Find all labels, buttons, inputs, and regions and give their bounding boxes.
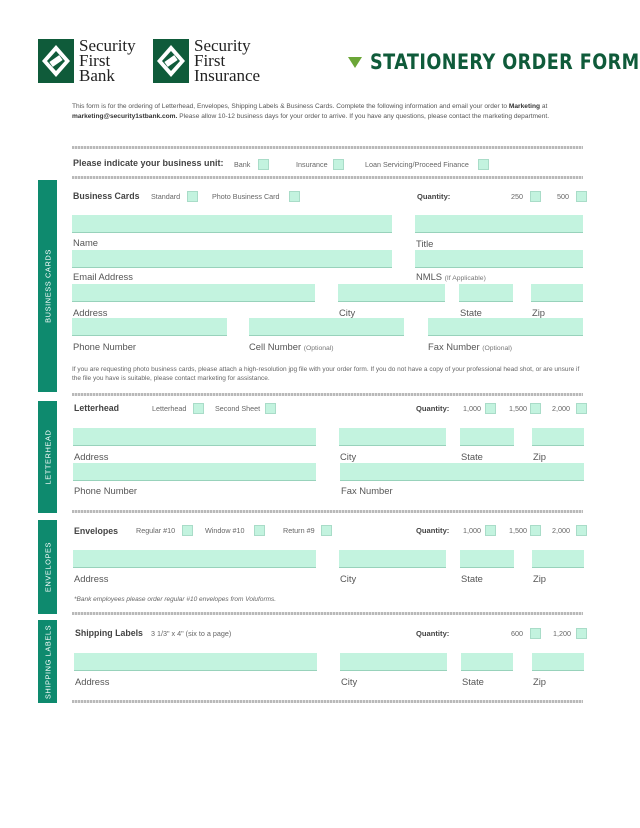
security-first-bank-logo [38, 38, 136, 83]
intro-p1: This form is for the ordering of Letterhead, Envelopes, Shipping Labels & Business Cards. Complete the following information and email your order to [72, 103, 509, 110]
bc-quantity-label: Quantity: [417, 192, 451, 201]
env-window-checkbox[interactable] [254, 525, 265, 536]
divider [72, 146, 583, 149]
bc-phone-label: Phone Number [73, 341, 137, 352]
sl-qty-600-checkbox[interactable] [530, 628, 541, 639]
divider [72, 700, 583, 703]
env-qty-1000-checkbox[interactable] [485, 525, 496, 536]
lh-state-input[interactable] [460, 428, 514, 446]
bc-name-label: Name [73, 237, 99, 248]
intro-text [72, 102, 587, 122]
lh-phone-label: Phone Number [74, 485, 138, 496]
bc-title-input[interactable] [415, 215, 583, 233]
lh-zip-input[interactable] [532, 428, 584, 446]
bc-photo-label: Photo Business Card [212, 192, 280, 201]
bc-standard-label: Standard [151, 192, 181, 201]
security-first-insurance-logo [153, 38, 260, 83]
env-qty-1000-label: 1,000 [463, 526, 481, 535]
sl-state-input[interactable] [461, 653, 513, 671]
tab-shipping-labels-label: SHIPPING LABELS [43, 624, 52, 699]
unit-loan-checkbox[interactable] [478, 159, 489, 170]
bc-address-input[interactable] [72, 284, 315, 302]
logo-insurance-line3: Insurance [194, 66, 261, 85]
bc-nmls-label: NMLS (If Applicable) [416, 271, 486, 282]
unit-option-loan-label: Loan Servicing/Proceed Finance [365, 160, 469, 169]
env-window-label: Window #10 [205, 526, 245, 535]
tab-business-cards [38, 180, 57, 392]
sl-quantity-label: Quantity: [416, 629, 450, 638]
business-unit-prompt: Please indicate your business unit: [73, 158, 224, 168]
logo-insurance-line1: Security [194, 36, 251, 55]
logo-insurance-line2: First [194, 51, 226, 70]
tab-shipping-labels [38, 620, 57, 703]
lh-second-sheet-checkbox[interactable] [265, 403, 276, 414]
unit-option-insurance-label: Insurance [296, 160, 328, 169]
logo-bank-line3: Bank [79, 66, 115, 85]
bc-cell-input[interactable] [249, 318, 404, 336]
env-zip-label: Zip [533, 573, 547, 584]
lh-qty-2000-checkbox[interactable] [576, 403, 587, 414]
tab-letterhead-label: LETTERHEAD [43, 429, 52, 485]
shipping-labels-heading: Shipping Labels [75, 628, 143, 638]
lh-qty-1500-checkbox[interactable] [530, 403, 541, 414]
env-return-checkbox[interactable] [321, 525, 332, 536]
divider [72, 612, 583, 615]
env-note: *Bank employees please order regular #10 envelopes from Voluforms. [74, 596, 277, 603]
lh-city-input[interactable] [339, 428, 446, 446]
envelopes-heading: Envelopes [74, 526, 119, 536]
sl-address-label: Address [75, 676, 110, 687]
sl-qty-1200-checkbox[interactable] [576, 628, 587, 639]
lh-quantity-label: Quantity: [416, 404, 450, 413]
bc-title-label: Title [416, 238, 434, 249]
sl-city-input[interactable] [340, 653, 447, 671]
bc-city-label: City [339, 307, 356, 318]
bc-email-label: Email Address [73, 271, 133, 282]
tab-letterhead [38, 401, 57, 513]
lh-address-label: Address [74, 451, 109, 462]
divider [72, 393, 583, 396]
env-state-input[interactable] [460, 550, 514, 568]
intro-marketing: Marketing [508, 103, 541, 110]
bc-state-input[interactable] [459, 284, 513, 302]
bc-photo-checkbox[interactable] [289, 191, 300, 202]
env-quantity-label: Quantity: [416, 526, 450, 535]
sl-qty-1200-label: 1,200 [553, 629, 571, 638]
lh-state-label: State [461, 451, 483, 462]
lh-letterhead-label: Letterhead [152, 404, 187, 413]
lh-qty-2000-label: 2,000 [552, 404, 570, 413]
bc-qty-250-checkbox[interactable] [530, 191, 541, 202]
sl-zip-input[interactable] [532, 653, 584, 671]
bc-fax-note: (Optional) [482, 345, 513, 352]
tab-envelopes-label: ENVELOPES [43, 541, 52, 593]
bc-fax-label: Fax Number (Optional) [428, 341, 513, 352]
lh-second-sheet-label: Second Sheet [215, 404, 261, 413]
bc-phone-input[interactable] [72, 318, 227, 336]
sl-size-label: 3 1/3" x 4" (six to a page) [151, 629, 232, 638]
bc-email-input[interactable] [72, 250, 392, 268]
env-city-input[interactable] [339, 550, 446, 568]
bc-nmls-input[interactable] [415, 250, 583, 268]
env-qty-2000-label: 2,000 [552, 526, 570, 535]
env-state-label: State [461, 573, 483, 584]
env-regular-label: Regular #10 [136, 526, 176, 535]
logo-bank-line2: First [79, 51, 111, 70]
bc-zip-label: Zip [532, 307, 546, 318]
lh-fax-input[interactable] [340, 463, 584, 481]
lh-fax-label: Fax Number [341, 485, 393, 496]
lh-letterhead-checkbox[interactable] [193, 403, 204, 414]
unit-bank-checkbox[interactable] [258, 159, 269, 170]
bc-qty-250-label: 250 [511, 192, 523, 201]
env-city-label: City [340, 573, 357, 584]
bc-zip-input[interactable] [531, 284, 583, 302]
bc-state-label: State [460, 307, 482, 318]
sl-state-label: State [462, 676, 484, 687]
intro-email[interactable]: marketing@security1stbank.com. [72, 113, 178, 120]
bc-cell-note: (Optional) [303, 345, 334, 352]
lh-qty-1000-label: 1,000 [463, 404, 481, 413]
lh-qty-1500-label: 1,500 [509, 404, 527, 413]
tab-envelopes [38, 520, 57, 614]
bc-city-input[interactable] [338, 284, 445, 302]
unit-option-bank-label: Bank [234, 160, 251, 169]
divider [72, 176, 583, 179]
lh-zip-label: Zip [533, 451, 547, 462]
tab-business-cards-label: BUSINESS CARDS [43, 249, 52, 323]
lh-address-input[interactable] [73, 428, 316, 446]
bc-fax-input[interactable] [428, 318, 583, 336]
logo-bank-line1: Security [79, 36, 136, 55]
sl-address-input[interactable] [74, 653, 317, 671]
intro-p3: Please allow 10-12 business days for your order to arrive. If you have any questions, please contact the marketing department. [177, 113, 550, 120]
bc-standard-checkbox[interactable] [187, 191, 198, 202]
bc-address-label: Address [73, 307, 108, 318]
sl-qty-600-label: 600 [511, 629, 523, 638]
bc-name-input[interactable] [72, 215, 392, 233]
diamond-logo-icon [153, 39, 189, 83]
env-qty-1500-checkbox[interactable] [530, 525, 541, 536]
bc-qty-500-label: 500 [557, 192, 569, 201]
sl-zip-label: Zip [533, 676, 547, 687]
unit-insurance-checkbox[interactable] [333, 159, 344, 170]
business-cards-heading: Business Cards [73, 191, 140, 201]
env-address-input[interactable] [73, 550, 316, 568]
env-address-label: Address [74, 573, 109, 584]
lh-phone-input[interactable] [73, 463, 316, 481]
env-qty-1500-label: 1,500 [509, 526, 527, 535]
triangle-down-icon [348, 57, 362, 68]
lh-city-label: City [340, 451, 357, 462]
env-qty-2000-checkbox[interactable] [576, 525, 587, 536]
page-title: STATIONERY ORDER FORM [370, 50, 640, 74]
env-regular-checkbox[interactable] [182, 525, 193, 536]
intro-p2: at [540, 103, 548, 110]
bc-photo-note: If you are requesting photo business cards, please attach a high-resolution jpg file with your order form. If you do not have a copy of your professional head shot, or are unsure if the file you have is suitable, please contact marketing for assistance. [72, 366, 580, 382]
bc-nmls-note: (If Applicable) [444, 275, 486, 282]
lh-qty-1000-checkbox[interactable] [485, 403, 496, 414]
letterhead-heading: Letterhead [74, 403, 119, 413]
env-return-label: Return #9 [283, 526, 315, 535]
diamond-logo-icon [38, 39, 74, 83]
bc-qty-500-checkbox[interactable] [576, 191, 587, 202]
bc-cell-label: Cell Number (Optional) [249, 341, 334, 352]
env-zip-input[interactable] [532, 550, 584, 568]
sl-city-label: City [341, 676, 358, 687]
divider [72, 510, 583, 513]
